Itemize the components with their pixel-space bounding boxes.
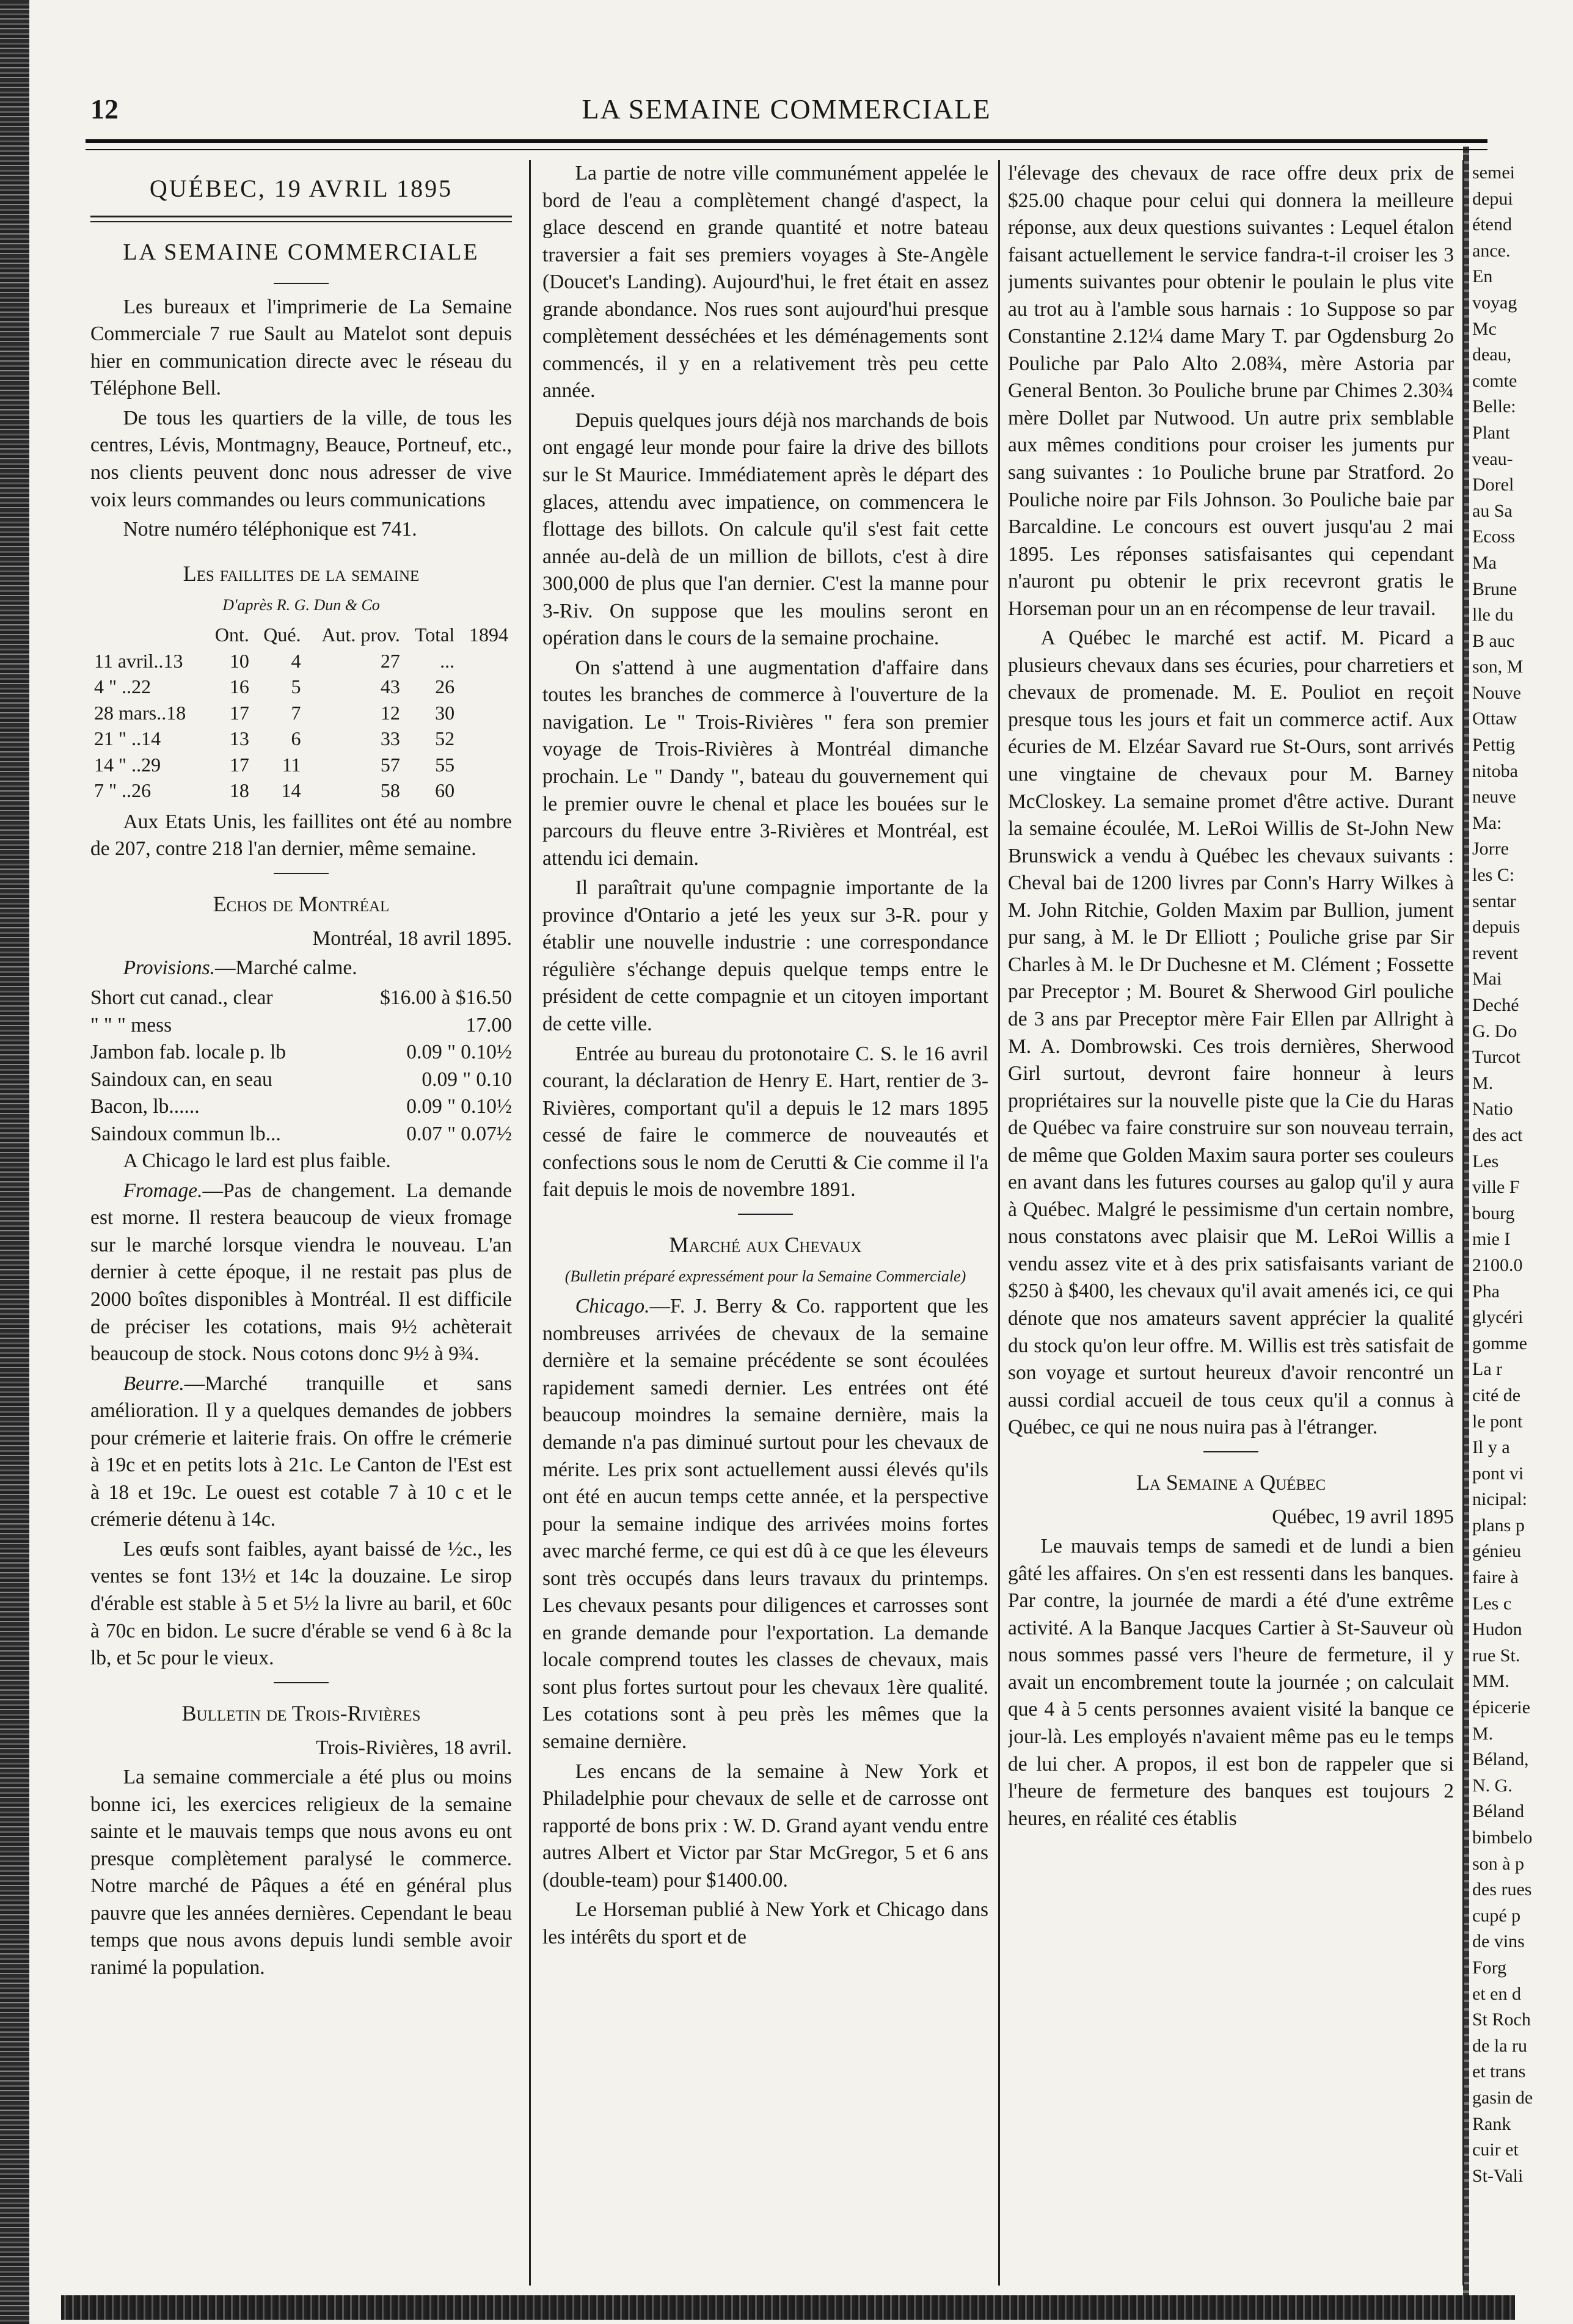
text-fragment: Deché bbox=[1472, 995, 1519, 1015]
page-number: 12 bbox=[90, 93, 119, 125]
text-fragment: génieu bbox=[1472, 1541, 1521, 1562]
text-fragment: étend bbox=[1472, 214, 1512, 235]
table-cell: 4 bbox=[291, 649, 301, 672]
paragraph: Les bureaux et l'imprimerie de La Semaine Commerciale 7 rue Sault au Matelot sont depuis hier en communication directe avec le réseau du Téléphone Bell. bbox=[90, 295, 512, 400]
column-header: 1894 bbox=[469, 624, 508, 646]
text-fragment: sentar bbox=[1472, 891, 1516, 911]
price-line bbox=[90, 1012, 512, 1040]
text-fragment: MM. bbox=[1472, 1671, 1509, 1692]
text-fragment: Il y a bbox=[1472, 1437, 1510, 1458]
table-cell: ... bbox=[440, 649, 455, 672]
table-cell: 17 bbox=[229, 701, 249, 724]
text-fragment: bourg bbox=[1472, 1203, 1515, 1223]
price-value: 0.09 " 0.10 bbox=[422, 1068, 512, 1091]
paragraph: De tous les quartiers de la ville, de tous les centres, Lévis, Montmagny, Beauce, Portneuf, etc., nos clients peuvent donc nous adresser de vive voix leurs commandes ou leurs communications bbox=[90, 406, 512, 511]
text-fragment: B auc bbox=[1472, 630, 1515, 651]
table-row bbox=[90, 726, 512, 752]
section-subheading: D'après R. G. Dun & Co bbox=[222, 596, 380, 614]
text-fragment: au Sa bbox=[1472, 500, 1513, 521]
paragraph: Notre numéro téléphonique est 741. bbox=[123, 518, 417, 541]
text-fragment: veau- bbox=[1472, 448, 1513, 469]
table-cell: 13 bbox=[229, 727, 249, 750]
table-cell bbox=[458, 674, 512, 700]
text-fragment: épicerie bbox=[1472, 1697, 1530, 1718]
text-fragment: les C: bbox=[1472, 865, 1515, 886]
short-rule bbox=[1203, 1451, 1258, 1452]
table-cell: 55 bbox=[435, 753, 455, 776]
table-cell: 16 bbox=[229, 676, 249, 698]
text-fragment: Nouve bbox=[1472, 682, 1521, 703]
text-fragment: M. bbox=[1472, 1073, 1494, 1093]
price-line bbox=[90, 985, 512, 1012]
table-cell: 7 bbox=[291, 701, 301, 724]
dateline: Québec, 19 avril 1895 bbox=[1272, 1505, 1454, 1528]
text-fragment: Béland, bbox=[1472, 1749, 1529, 1770]
text-fragment: glycéri bbox=[1472, 1307, 1524, 1328]
paragraph: Le mauvais temps de samedi et de lundi a bien gâté les affaires. On s'en est ressenti dans les banques. Par contre, la journée de mardi a été d'une extrême activité. A la Banque Jacques Cartier à St-Sauveur où nous sommes passé vers l'heure de fermeture, il y avait un encombrement toute la journée ; on calculait que 4 à 5 cents personnes avaient visité la banque ce jour-là. Les employés n'avaient même pas eu le temps de lui cher. A propos, il est bon de rappeler que si l'heure de fermeture des banques est toujours 2 heures, en réalité ces établis bbox=[1008, 1535, 1454, 1830]
table-cell: 10 bbox=[229, 649, 249, 672]
text-fragment: Les c bbox=[1472, 1593, 1512, 1614]
price-value: 0.09 " 0.10½ bbox=[406, 1041, 512, 1064]
header-rule bbox=[86, 139, 1487, 143]
paragraph: Aux Etats Unis, les faillites ont été au nombre de 207, contre 218 l'an dernier, même semaine. bbox=[90, 810, 512, 861]
table-cell: 43 bbox=[380, 676, 400, 698]
text-fragment: Forg bbox=[1472, 1957, 1507, 1978]
price-value: 0.09 " 0.10½ bbox=[406, 1095, 512, 1118]
text-fragment: depuis bbox=[1472, 917, 1520, 938]
section-heading: Les faillites de la semaine bbox=[183, 561, 420, 586]
price-item: Jambon fab. locale p. lb bbox=[90, 1041, 286, 1064]
column-rule bbox=[1462, 160, 1464, 2286]
paragraph: Il paraîtrait qu'une compagnie importante de la province d'Ontario a jeté les yeux sur 3-R. pour y établir une nouvelle industrie : une correspondance régulière s'échange depuis quelque temps entre le président de cette compagnie et un citoyen important de cette ville. bbox=[542, 876, 988, 1035]
paragraph: l'élevage des chevaux de race offre deux prix de $25.00 chaque pour celui qui donnera la meilleure réponse, aux deux questions suivantes : Lequel étalon faisant actuellement le service fandra-t-il croiser les 3 juments suivantes pour obtenir le poulain le plus vite au trot au à l'amble sous harnais : 1o Suppose so par Constantine 2.12¼ dame Mary T. par Ogdensburg 2o Pouliche par Palo Alto 2.08¾, mère Astoria par General Benton. 3o Pouliche brune par Chimes 2.30¾ mère Dollet par Nutwood. Un autre prix semblable aux mêmes conditions pour croiser les juments pur sang suivantes : 1o Pouliche brune par Stratford. 2o Pouliche noire par Fils Johnson. 3o Pouliche baie par Barcaldine. Le concours est ouvert jusqu'au 2 mai 1895. Les réponses satisfaisantes qui cependant n'auront pu obtenir le prix recevront gratis le Horseman pour un an en récompense de leur travail. bbox=[1008, 162, 1454, 620]
text-fragment: comte bbox=[1472, 370, 1517, 391]
table-cell bbox=[458, 726, 512, 752]
text-fragment: revent bbox=[1472, 942, 1518, 963]
table-cell: 60 bbox=[435, 779, 455, 802]
item-text: —F. J. Berry & Co. rapportent que les nombreuses arrivées de chevaux de la semaine dernière et la semaine précédente se sont écoulées rapidement samedi dernier. Les entrées ont été beaucoup moindres la semaine dernière, mais la demande n'a pas diminué surtout pour les chevaux de mérite. Les prix sont actuellement aussi élevés qu'ils ont été en aucun temps cette année, et la perspective pour la semaine indique des arrivées moins fortes avec marché ferme, ce qui est dû à ce que les éleveurs sont très occupés dans leurs travaux du printemps. Les chevaux pesants pour diligences et carrosses sont en grande demande pour l'exportation. La demande locale comprend toutes les classes de chevaux, mais sont plus fortes surtout pour les chevaux 1ère qualité. Les cotations sont à peu près les mêmes que la semaine dernière. bbox=[542, 1295, 988, 1753]
paragraph: Les œufs sont faibles, ayant baissé de ½c., les ventes se font 13½ et 14c la douzaine. Le sirop d'érable est stable à 5 et 5½ la livre au baril, et 60c à 70c en bidon. Le sucre d'érable se vend 6 à 8c la lb, et 5c pour le vieux. bbox=[90, 1537, 512, 1670]
table-cell: 18 bbox=[229, 779, 249, 802]
text-fragment: cupé p bbox=[1472, 1905, 1521, 1926]
table-cell bbox=[458, 778, 512, 804]
text-fragment: La r bbox=[1472, 1359, 1503, 1380]
text-fragment: nicipal: bbox=[1472, 1489, 1527, 1510]
table-cell: 57 bbox=[380, 753, 400, 776]
price-value: 0.07 " 0.07½ bbox=[406, 1122, 512, 1145]
text-fragment: Ma bbox=[1472, 552, 1497, 573]
table-row bbox=[90, 752, 512, 778]
price-line bbox=[90, 1093, 512, 1121]
paragraph: Les encans de la semaine à New York et Philadelphie pour chevaux de selle et de carrosse ont rapporté de bons prix : W. D. Grand ayant vendu entre autres Albert et Victor par Star McGregor, 5 et 6 ans (double-team) pour $1400.00. bbox=[542, 1760, 988, 1892]
price-line bbox=[90, 1039, 512, 1066]
text-fragment: et trans bbox=[1472, 2061, 1526, 2082]
text-fragment: ance. bbox=[1472, 240, 1511, 261]
price-item: Saindoux commun lb... bbox=[90, 1122, 281, 1145]
text-fragment: cité de bbox=[1472, 1385, 1521, 1405]
text-fragment: Mc bbox=[1472, 318, 1497, 339]
text-fragment: Ma: bbox=[1472, 812, 1502, 833]
text-fragment: G. Do bbox=[1472, 1021, 1517, 1041]
text-fragment: N. G. bbox=[1472, 1775, 1513, 1796]
text-fragment: Natio bbox=[1472, 1099, 1513, 1120]
table-row bbox=[90, 674, 512, 700]
page-bottom-edge bbox=[61, 2295, 1515, 2320]
text-fragment: St Roch bbox=[1472, 2009, 1531, 2030]
price-item: Saindoux can, en seau bbox=[90, 1068, 272, 1091]
double-rule bbox=[90, 216, 512, 222]
paragraph: On s'attend à une augmentation d'affaire dans toutes les branches de commerce à l'ouverture de la navigation. Le " Trois-Rivières " fera son premier voyage de Trois-Rivières à Montréal dimanche prochain. Le " Dandy ", bateau du gouvernement qui le premier ouvre le chenal et place les bouées sur le parcours du fleuve entre 3-Rivières et Montréal, est attendu ici demain. bbox=[542, 656, 988, 870]
item-text: —Marché calme. bbox=[215, 956, 357, 980]
table-cell: 12 bbox=[380, 701, 400, 724]
column-header bbox=[90, 622, 205, 648]
failures-table bbox=[90, 622, 512, 804]
table-cell: 5 bbox=[291, 676, 301, 698]
text-fragment: des act bbox=[1472, 1124, 1523, 1145]
paragraph: Depuis quelques jours déjà nos marchands de bois ont engagé leur monde pour faire la drive des billots sur le St Maurice. Immédiatement après le départ des glaces, attendu avec impatience, on commencera le flottage des billots. On calcule qu'il s'est fait cette année au-delà de un million de billots, c'est à dire 300,000 de plus que l'an dernier. C'est la manne pour 3-Riv. On suppose que les moulins seront en opération dans le cours de la semaine prochaine. bbox=[542, 409, 988, 650]
text-fragment: Pha bbox=[1472, 1281, 1500, 1302]
table-cell: 6 bbox=[291, 727, 301, 750]
short-rule bbox=[274, 873, 329, 874]
text-fragment: Pettig bbox=[1472, 735, 1516, 756]
text-fragment: Ecoss bbox=[1472, 526, 1515, 547]
price-item: " " " mess bbox=[90, 1013, 172, 1036]
short-rule bbox=[274, 1682, 329, 1683]
text-fragment: Mai bbox=[1472, 969, 1502, 989]
text-fragment: Brune bbox=[1472, 578, 1517, 599]
section-heading: Bulletin de Trois-Rivières bbox=[181, 1700, 421, 1725]
table-cell: 26 bbox=[435, 676, 455, 698]
table-cell: 17 bbox=[229, 753, 249, 776]
section-heading: La Semaine a Québec bbox=[1136, 1470, 1326, 1495]
text-fragment: Jorre bbox=[1472, 839, 1509, 859]
text-fragment: bimbelo bbox=[1472, 1827, 1533, 1848]
section-heading: Marché aux Chevaux bbox=[669, 1232, 862, 1257]
table-cell: 11 avril..13 bbox=[94, 649, 183, 672]
price-line bbox=[90, 1121, 512, 1148]
item-label: Fromage. bbox=[123, 1179, 203, 1202]
paragraph: Le Horseman publié à New York et Chicago dans les intérêts du sport et de bbox=[542, 1898, 988, 1948]
text-fragment: Ottaw bbox=[1472, 708, 1517, 729]
column-header: Qué. bbox=[263, 624, 301, 646]
paragraph: A Chicago le lard est plus faible. bbox=[123, 1149, 391, 1173]
text-fragment: semei bbox=[1472, 162, 1515, 183]
text-fragment: gomme bbox=[1472, 1333, 1527, 1353]
text-fragment: Belle: bbox=[1472, 396, 1516, 417]
text-fragment: le pont bbox=[1472, 1411, 1523, 1432]
masthead: LA SEMAINE COMMERCIALE bbox=[123, 239, 480, 266]
text-fragment: et en d bbox=[1472, 1983, 1521, 2004]
paragraph bbox=[90, 1178, 512, 1368]
item-label: Provisions. bbox=[123, 956, 216, 980]
table-cell: 27 bbox=[380, 649, 400, 672]
text-fragment: nitoba bbox=[1472, 760, 1518, 781]
paragraph: La semaine commerciale a été plus ou moins bonne ici, les exercices religieux de la semaine sainte et le mauvais temps que nous avons eu ont presque complètement paralysé le commerce. Notre marché de Pâques a été en général plus pauvre que les années dernières. Cependant le beau temps que nous avons depuis lundi semble avoir ranimé la population. bbox=[90, 1766, 512, 1979]
table-cell: 33 bbox=[380, 727, 400, 750]
paragraph bbox=[90, 955, 512, 982]
text-fragment: Dorel bbox=[1472, 475, 1514, 495]
paragraph bbox=[542, 1293, 988, 1755]
section-subheading: (Bulletin préparé expressément pour la Semaine Commerciale) bbox=[564, 1267, 966, 1285]
dateline: Trois-Rivières, 18 avril. bbox=[316, 1736, 512, 1759]
column-header: Ont. bbox=[214, 624, 249, 646]
text-fragment: ville F bbox=[1472, 1177, 1520, 1198]
text-fragment: faire à bbox=[1472, 1567, 1519, 1588]
table-cell bbox=[458, 700, 512, 726]
price-item: Short cut canad., clear bbox=[90, 986, 273, 1009]
text-fragment: Hudon bbox=[1472, 1619, 1522, 1640]
text-fragment: Les bbox=[1472, 1151, 1499, 1171]
table-cell bbox=[458, 752, 512, 778]
text-fragment: lle du bbox=[1472, 605, 1514, 625]
table-cell: 52 bbox=[435, 727, 455, 750]
price-value: $16.00 à $16.50 bbox=[380, 986, 512, 1009]
table-cell: 11 bbox=[282, 753, 301, 776]
item-label: Chicago. bbox=[575, 1295, 650, 1318]
column-header: Aut. prov. bbox=[321, 624, 400, 646]
table-cell: 30 bbox=[435, 701, 455, 724]
short-rule bbox=[738, 1214, 793, 1215]
text-fragment: 2100.0 bbox=[1472, 1255, 1523, 1275]
text-fragment: mie I bbox=[1472, 1229, 1511, 1250]
column-3 bbox=[1008, 160, 1454, 2286]
section-heading: Echos de Montréal bbox=[213, 892, 390, 917]
table-row bbox=[90, 648, 512, 674]
text-fragment: depui bbox=[1472, 188, 1513, 209]
text-fragment: de vins bbox=[1472, 1931, 1525, 1952]
paragraph bbox=[90, 1371, 512, 1534]
dateline: Montréal, 18 avril 1895. bbox=[312, 927, 512, 950]
price-value: 17.00 bbox=[465, 1013, 512, 1036]
text-fragment: St-Vali bbox=[1472, 2165, 1524, 2186]
column-1 bbox=[90, 160, 512, 2286]
text-fragment: Turcot bbox=[1472, 1047, 1520, 1068]
text-fragment: son, M bbox=[1472, 657, 1524, 677]
column-rule bbox=[998, 160, 1000, 2286]
table-row bbox=[90, 700, 512, 726]
column-4-cropped bbox=[1472, 160, 1567, 2286]
dateline: QUÉBEC, 19 AVRIL 1895 bbox=[149, 175, 453, 202]
column-2 bbox=[542, 160, 988, 2286]
table-cell: 58 bbox=[380, 779, 400, 802]
header-rule-thin bbox=[86, 149, 1487, 150]
text-fragment: Béland bbox=[1472, 1801, 1524, 1822]
table-row bbox=[90, 778, 512, 804]
paragraph: Entrée au bureau du protonotaire C. S. le 16 avril courant, la déclaration de Henry E. Hart, rentier de 3-Rivières, comportant qu'il a depuis le 12 mars 1895 cessé de faire le commerce de nouveautés et confections sous le nom de Cerutti & Cie comme il l'a fait depuis le mois de novembre 1891. bbox=[542, 1042, 988, 1201]
running-title: LA SEMAINE COMMERCIALE bbox=[582, 93, 991, 125]
column-header: Total bbox=[414, 624, 455, 646]
table-cell: 28 mars..18 bbox=[94, 701, 186, 724]
text-fragment: neuve bbox=[1472, 787, 1516, 807]
price-item: Bacon, lb...... bbox=[90, 1095, 200, 1118]
table-cell: 4 " ..22 bbox=[94, 676, 151, 698]
table-cell bbox=[458, 648, 512, 674]
text-fragment: rue St. bbox=[1472, 1645, 1520, 1666]
text-fragment: M. bbox=[1472, 1723, 1494, 1744]
text-fragment: de la ru bbox=[1472, 2035, 1527, 2056]
text-fragment: Plant bbox=[1472, 422, 1510, 443]
table-cell: 7 " ..26 bbox=[94, 779, 151, 802]
binding-edge bbox=[0, 0, 29, 2324]
text-fragment: voyag bbox=[1472, 292, 1517, 313]
short-rule bbox=[274, 283, 329, 284]
paragraph: La partie de notre ville communément appelée le bord de l'eau a complètement changé d'aspect, la glace descend en grande quantité et notre bateau traversier a fait ses premiers voyages à Ste-Angèle (Doucet's Landing). Aujourd'hui, le fret était en assez grande abondance. Nos rues sont aujourd'hui presque complètement desséchées et les déménagements sont commencés, il y en a relativement très peu cette année. bbox=[542, 162, 988, 403]
item-label: Beurre. bbox=[123, 1372, 184, 1395]
paragraph: A Québec le marché est actif. M. Picard a plusieurs chevaux dans ses écuries, pour charretiers et chevaux de promenade. M. E. Pouliot en reçoit presque tous les jours et fait un commerce actif. Aux écuries de M. Elzéar Savard rue St-Ours, sont arrivés une vingtaine de chevaux pour M. Barney McCloskey. La semaine promet d'être active. Durant la semaine écoulée, M. LeRoi Willis de St-John New Brunswick a vendu à Québec les chevaux suivants : Cheval bai de 1200 livres par Conn's Harry Wilkes à M. John Ritchie, Golden Maxim par Bullion, jument pur sang, à M. le Dr Elliott ; Pouliche grise par Sir Charles à M. le Dr Duchesne et M. Clément ; Fossette par Preceptor ; M. Bouret & Sherwood Girl pouliche de 3 ans par Preceptor mère Fair Ellen par Allright à M. A. Dombrowski. Ces trois dernières, Sherwood Girl surtout, devront faire honneur à leurs propriétaires sur la nouvelle piste que la Cie du Haras de Québec va faire construire sur son nouveau terrain, de même que Golden Maxim saura porter ses couleurs en avant dans les futures courses au galop qu'il y aura à Québec. Malgré le pessimisme d'un certain nombre, nous constatons avec plaisir que M. LeRoi Willis a vendu assez vite et à des prix satisfaisants variant de $250 à $400, les chevaux qu'il avait amenés ici, ce qui dénote que nos amateurs savent apprécier la qualité du stock qu'on leur offre. M. Willis est très satisfait de son voyage et surtout heureux d'avoir rencontré un aussi cordial accueil de tous ceux qu'il a connus à Québec, ce qui ne nous nuira pas à l'étranger. bbox=[1008, 627, 1454, 1439]
table-cell: 14 bbox=[281, 779, 301, 802]
column-rule bbox=[529, 160, 531, 2286]
text-fragment: Rank bbox=[1472, 2113, 1511, 2134]
text-fragment: des rues bbox=[1472, 1879, 1532, 1900]
item-text: —Pas de changement. La demande est morne. Il restera beaucoup de vieux fromage sur le marché lorsque viendra le nouveau. L'an dernier à cette époque, il ne restait pas plus de 2000 boîtes disponibles à Montréal. Il est difficile de préciser les cotations, mais 9½ achèterait beaucoup de stock. Nous cotons donc 9½ à 9¾. bbox=[90, 1179, 512, 1366]
text-fragment: deau, bbox=[1472, 344, 1512, 365]
text-fragment: cuir et bbox=[1472, 2140, 1519, 2160]
text-fragment: pont vi bbox=[1472, 1463, 1524, 1484]
text-fragment: plans p bbox=[1472, 1515, 1525, 1535]
text-fragment: son à p bbox=[1472, 1853, 1524, 1874]
table-header-row bbox=[90, 622, 512, 648]
item-text: —Marché tranquille et sans amélioration. Il y a quelques demandes de jobbers pour crémerie et laiterie frais. On offre le crémerie à 19c et en petits lots à 21c. Le Canton de l'Est est à 18 et 19c. Le ouest est cotable 7 à 10 c et le crémerie détenu à 14c. bbox=[90, 1372, 512, 1531]
text-fragment: gasin de bbox=[1472, 2087, 1533, 2108]
table-cell: 14 " ..29 bbox=[94, 753, 161, 776]
price-line bbox=[90, 1066, 512, 1094]
text-fragment: En bbox=[1472, 266, 1493, 287]
table-cell: 21 " ..14 bbox=[94, 727, 161, 750]
